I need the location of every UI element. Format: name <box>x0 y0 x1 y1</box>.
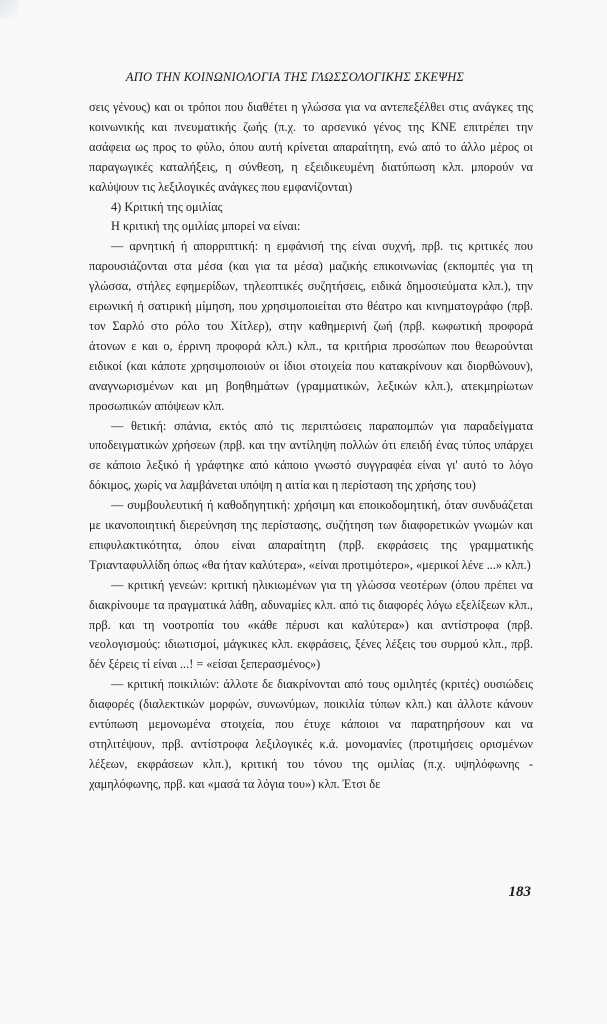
paragraph-variety-criticism: — κριτική ποικιλιών: άλλοτε δε διακρίνονται από τους ομιλητές (κριτές) ουσιώδεις διαφορές (διαλεκτικών μορφών, συνωνύμων, ποικιλία τύπων κλπ.) και άλλοτε κάνουν εντύπωση μεμονωμένα στοιχεία, που έτυχε κάποιοι να παρατηρήσουν και να στηλιτέψουν, πρβ. αντίστροφα λεξιλογικές κ.ά. μονομανίες (προτιμήσεις ορισμένων λέξεων, εκφράσεων κλπ.), κριτική του τόνου της ομιλίας (π.χ. υψηλόφωνης - χαμηλόφωνης, πρβ. και «μασά τα λόγια του») κλπ. Έτσι δε <box>89 677 533 791</box>
paragraph-generational-criticism: — κριτική γενεών: κριτική ηλικιωμένων για τη γλώσσα νεοτέρων (όπου πρέπει να διακρίνουμε τα πραγματικά λάθη, αδυναμίες κλπ. από τις διαφορές λόγω εξελίξεων κλπ., πρβ. και τη νοοτροπία του «κάθε πέρυσι και καλύτερα») και αντίστροφα (πρβ. νεολογισμούς: ιδιωτισμοί, μάγκικες κλπ. εκφράσεις, ξένες λέξεις του συρμού κλπ., πρβ. δέν ξέρεις τί είναι ...! = «είσαι ξεπερασμένος») <box>89 577 533 672</box>
paragraph-intro: Η κριτική της ομιλίας μπορεί να είναι: <box>111 219 301 234</box>
running-head: ΑΠΟ ΤΗΝ ΚΟΙΝΩΝΙΟΛΟΓΙΑ ΤΗΣ ΓΛΩΣΣΟΛΟΓΙΚΗΣ ΣΚΕΨΗΣ <box>125 70 465 84</box>
section-heading: 4) Κριτική της ομιλίας <box>111 199 223 214</box>
paragraph-continuation: σεις γένους) και οι τρόποι που διαθέτει η γλώσσα για να αντεπεξέλθει στις ανάγκες της κοινωνικής και πνευματικής ζωής (π.χ. το αρσενικό γένος της ΚΝΕ επιτρέπει την ασάφεια ως προς το φύλο, όπου αυτή κρίνεται απαραίτητη, ενώ από το άλλο μέρος οι παραγωγικές καταλήξεις, η σύνθεση, η εξειδικευμένη διατύπωση κλπ. μπορούν να καλύψουν τις λεξιλογικές ανάγκες που εμφανίζονται) <box>89 100 533 194</box>
paragraph-advisory-criticism: — συμβουλευτική ή καθοδηγητική: χρήσιμη και εποικοδομητική, όταν συνδυάζεται με ικανοποιητική διερεύνηση της περίστασης, συζήτηση των διαφορετικών γνωμών και επιφυλακτικότητα, όπου είναι απαραίτητη (πρβ. εκφράσεις της γραμματικής Τριανταφυλλίδη όπως «θα ήταν καλύτερα», «είναι προτιμότερο», «μερικοί λένε ...» κλπ.) <box>89 498 533 572</box>
paragraph-negative-criticism: — αρνητική ή απορριπτική: η εμφάνισή της είναι συχνή, πρβ. τις κριτικές που παρουσιάζονται στα μέσα (και για τα μέσα) μαζικής επικοινωνίας (εκπομπές για τη γλώσσα, στήλες εφημερίδων, τηλεοπτικές συζητήσεις, ειδικά δημοσιεύματα κλπ.), την ειρωνική ή σατιρική μίμηση, που χρησιμοποιείται στο θέατρο και κινηματογράφο (πρβ. τον Σαρλό στο ρόλο του Χίτλερ), στην καθημερινή ζωή (πρβ. κωφωτική προφορά άτονων ε και ο, έρρινη προφορά κλπ.) κλπ., τα κριτήρια προσώπων που θεωρούνται ειδικοί (και κάποτε χρησιμοποιούν οι ίδιοι στοιχεία που κατακρίνουν και διορθώνουν), αναγνωρισμένων και μη βοηθημάτων (γραμματικών, λεξικών κλπ.), ατεκμηρίωτων προσωπικών απόψεων κλπ. <box>89 239 533 413</box>
scan-corner-mark <box>0 0 18 18</box>
page-number: 183 <box>508 884 531 900</box>
paragraph-positive-criticism: — θετική: σπάνια, εκτός από τις περιπτώσεις παραπομπών για παραδείγματα υποδειγματικών χρήσεων (πρβ. και την αντίληψη πολλών ότι επειδή ένας τύπος υπάρχει σε κάποιο λεξικό ή γράφτηκε από κάποιο γνωστό συγγραφέα είναι γι' αυτό το λόγο δόκιμος, χωρίς να λαμβάνεται υπόψη η αιτία και η περίσταση της χρήσης του) <box>89 418 533 493</box>
body-text <box>89 98 533 795</box>
